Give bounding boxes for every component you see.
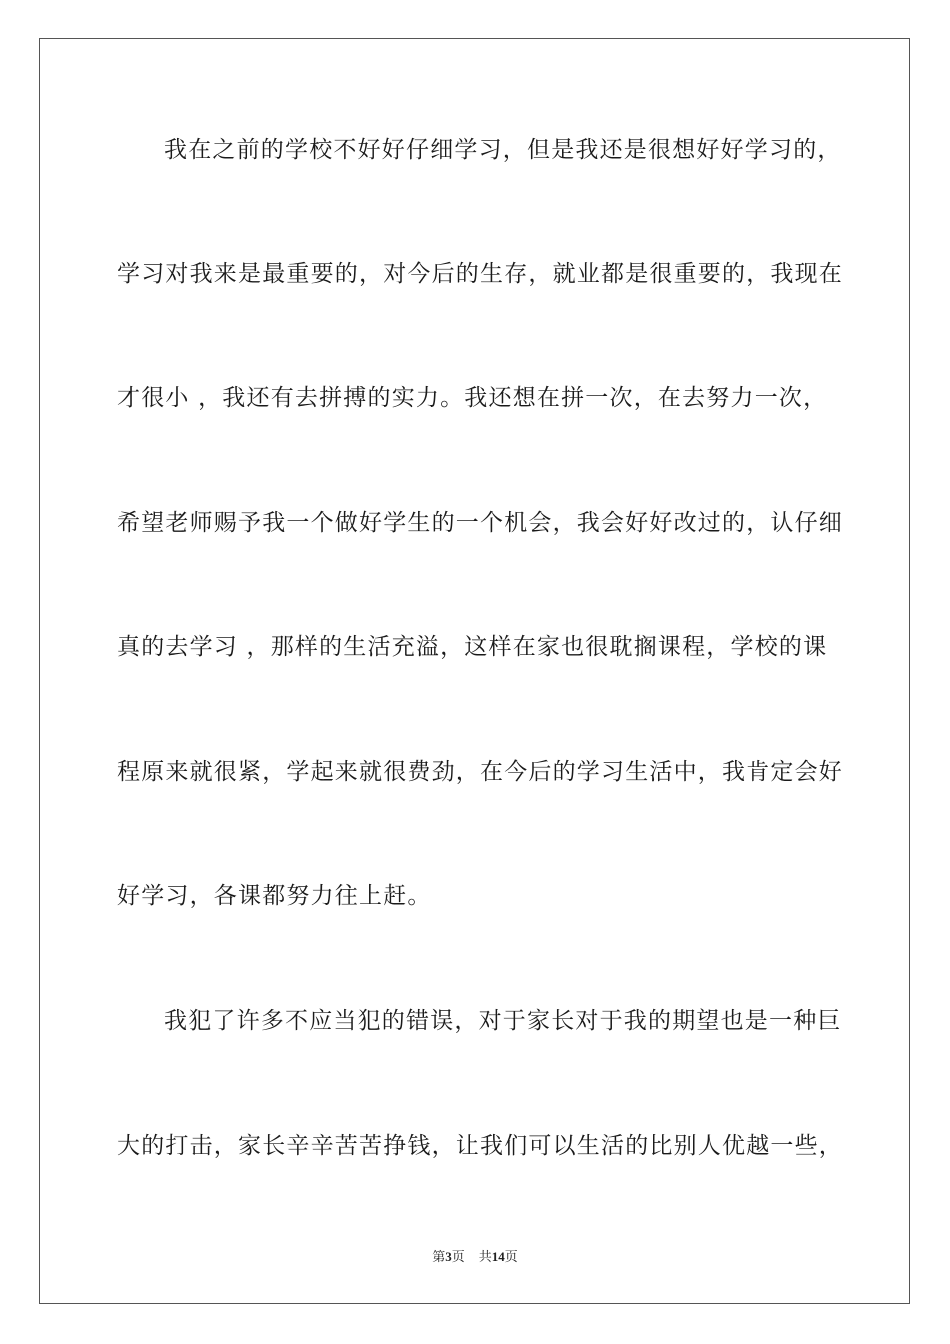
paragraph-line-3: 才很小 ，我还有去拼搏的实力。我还想在拼一次，在去努力一次， (117, 385, 828, 411)
paragraph-line-8: 我犯了许多不应当犯的错误，对于家长对于我的期望也是一种巨 (164, 1008, 842, 1034)
paragraph-line-9: 大的打击，家长辛辛苦苦挣钱，让我们可以生活的比别人优越一些， (117, 1133, 843, 1159)
footer-total-suffix: 页 (504, 1249, 518, 1264)
paragraph-line-7: 好学习，各课都努力往上赶。 (117, 883, 432, 909)
footer-page-number: 3 (445, 1249, 452, 1264)
footer-page-prefix: 第 (432, 1249, 446, 1264)
page-footer (0, 1246, 950, 1265)
paragraph-line-2: 学习对我来是最重要的，对今后的生存，就业都是很重要的，我现在 (117, 261, 843, 287)
paragraph-line-1: 我在之前的学校不好好仔细学习，但是我还是很想好好学习的， (164, 137, 842, 163)
paragraph-line-5: 真的去学习 ，那样的生活充溢，这样在家也很耽搁课程，学校的课 (117, 634, 828, 660)
page-border (39, 38, 910, 1304)
footer-total-pages: 14 (491, 1249, 505, 1264)
footer-total-prefix: 共 (478, 1249, 492, 1264)
paragraph-line-6: 程原来就很紧，学起来就很费劲，在今后的学习生活中，我肯定会好 (117, 759, 843, 785)
paragraph-line-4: 希望老师赐予我一个做好学生的一个机会，我会好好改过的，认仔细 (117, 510, 843, 536)
footer-page-suffix: 页 (451, 1249, 465, 1264)
